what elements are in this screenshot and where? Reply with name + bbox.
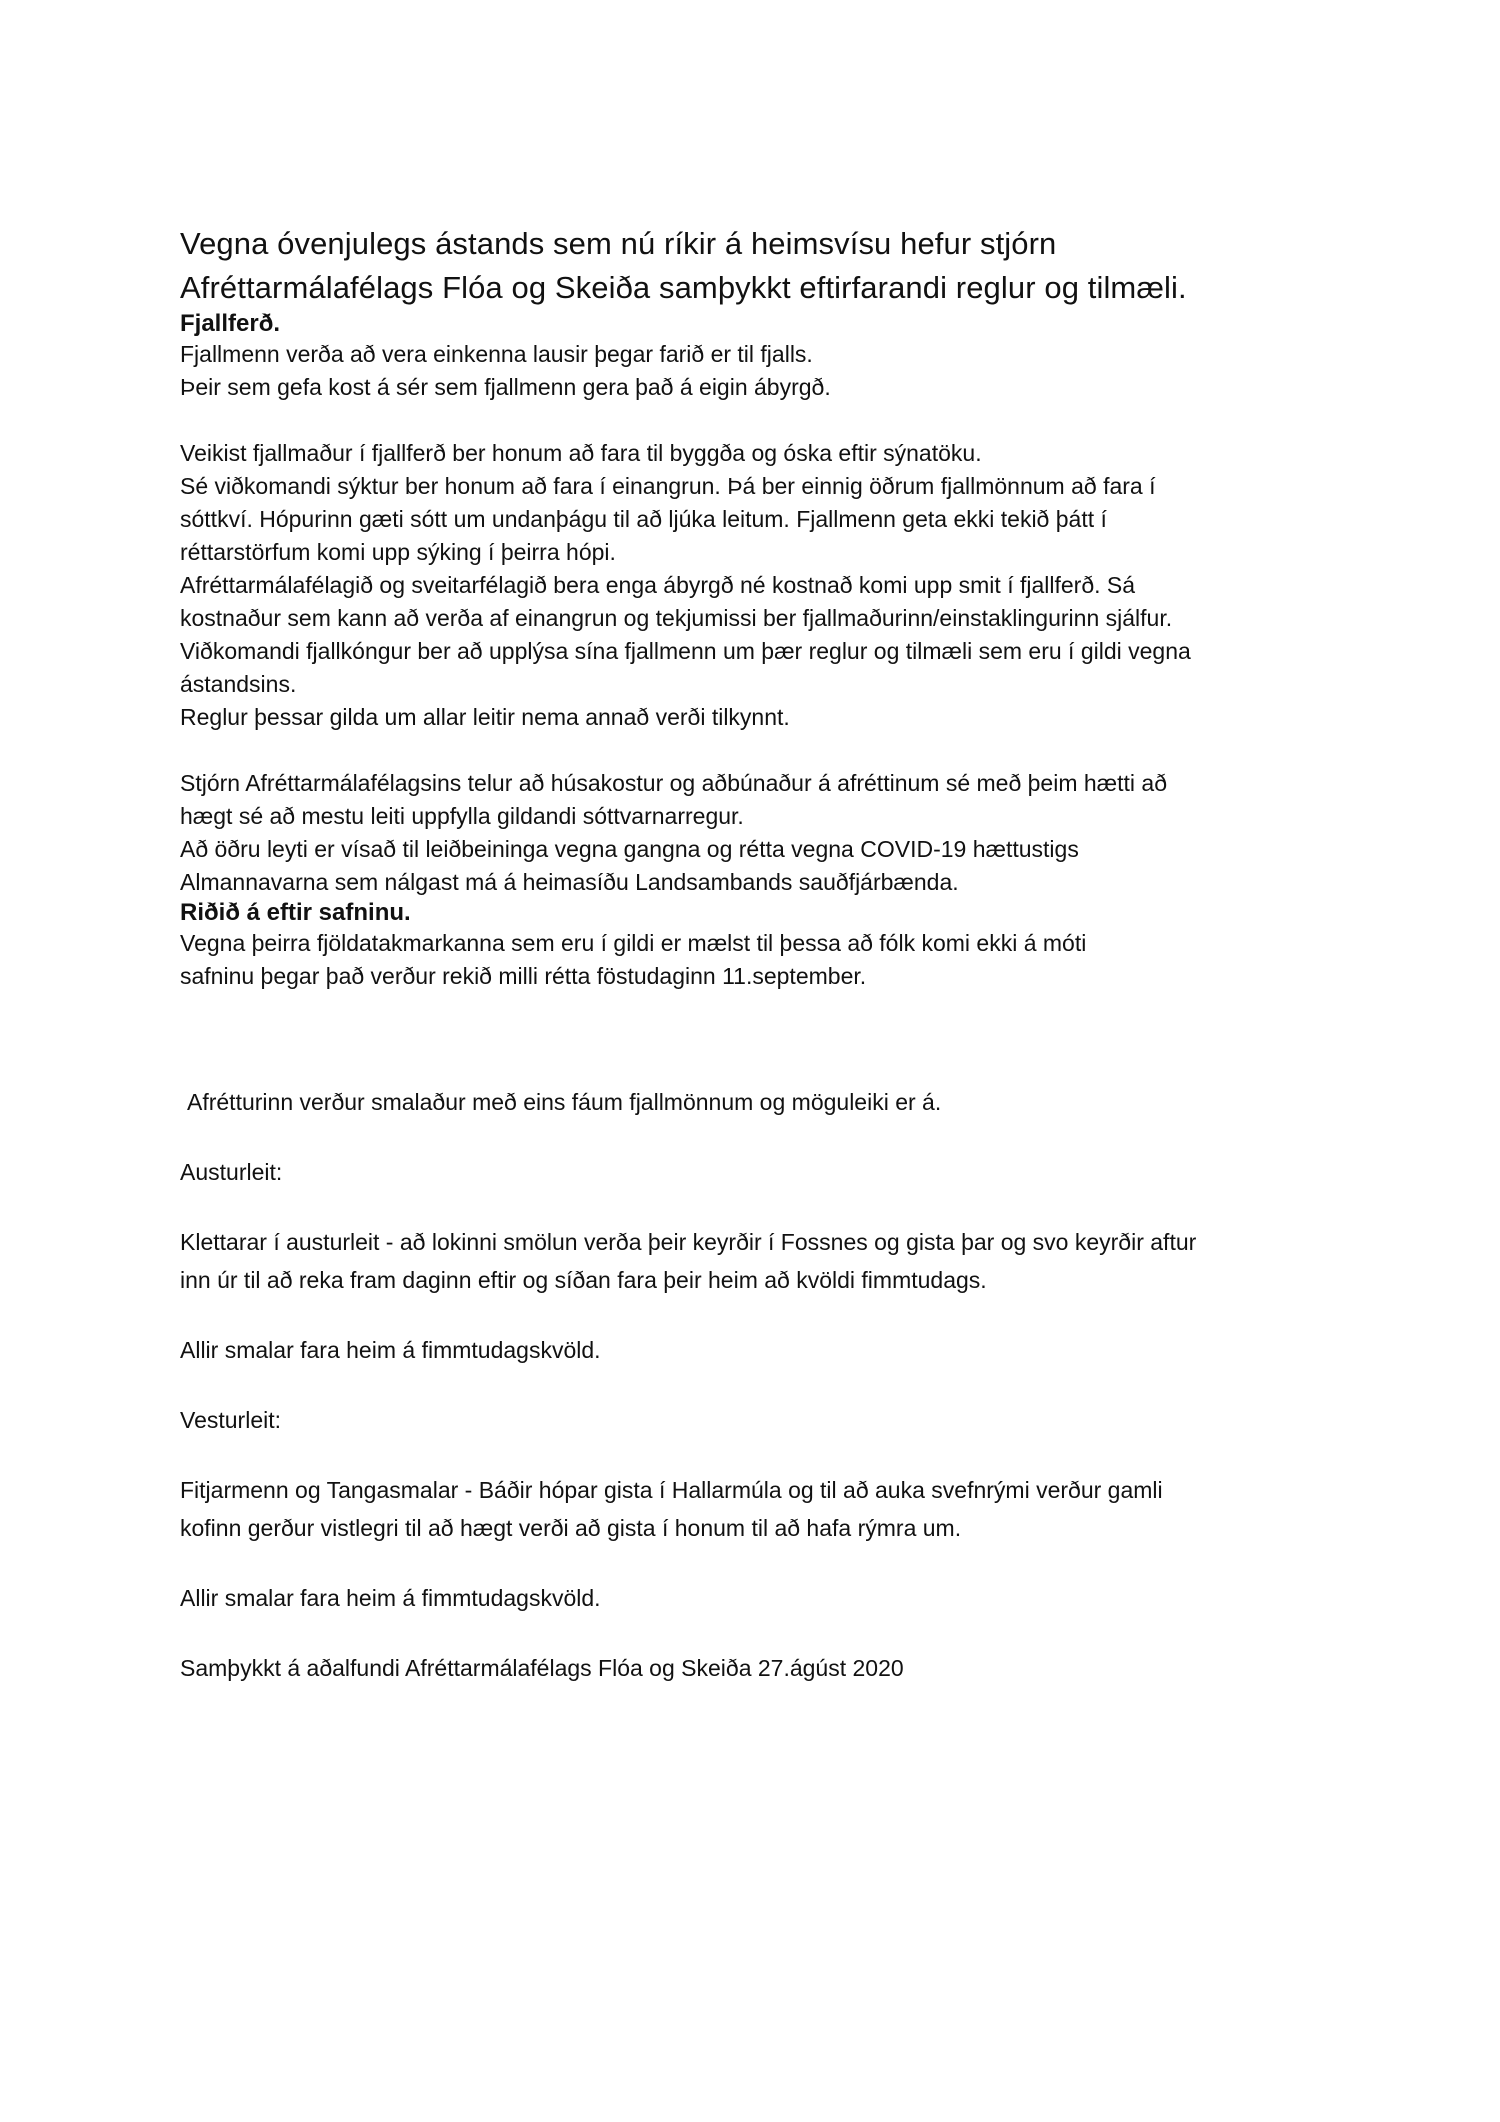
- vesturleit-note: Allir smalar fara heim á fimmtudagskvöld.: [180, 1585, 601, 1611]
- text-line: Fitjarmenn og Tangasmalar - Báðir hópar gista í Hallarmúla og til að auka svefnrými verður gamli: [180, 1477, 1163, 1503]
- title-line-1: Vegna óvenjulegs ástands sem nú ríkir á heimsvísu hefur stjórn: [180, 226, 1057, 261]
- text-line: hægt sé að mestu leiti uppfylla gildandi sóttvarnarregur.: [180, 803, 744, 829]
- text-line: Almannavarna sem nálgast má á heimasíðu Landsambands sauðfjárbænda.: [180, 869, 959, 895]
- intro-paragraph: Afrétturinn verður smalaður með eins fáum fjallmönnum og möguleiki er á.: [187, 1089, 942, 1115]
- section-heading-fjallferd: Fjallferð.: [180, 310, 281, 337]
- text-line: sóttkví. Hópurinn gæti sótt um undanþágu til að ljúka leitum. Fjallmenn geta ekki tekið þátt í: [180, 506, 1107, 532]
- text-line: Klettarar í austurleit - að lokinni smölun verða þeir keyrðir í Fossnes og gista þar og svo keyrðir aftur: [180, 1229, 1197, 1255]
- text-line: Afréttarmálafélagið og sveitarfélagið bera enga ábyrgð né kostnað komi upp smit í fjallferð. Sá: [180, 572, 1136, 598]
- spacer: [180, 993, 1350, 1083]
- document-page: [180, 222, 1350, 1687]
- text-line: réttarstörfum komi upp sýking í þeirra hópi.: [180, 539, 616, 565]
- text-line: Veikist fjallmaður í fjallferð ber honum að fara til byggða og óska eftir sýnatöku.: [180, 440, 982, 466]
- text-line: kofinn gerður vistlegri til að hægt verði að gista í honum til að hafa rýmra um.: [180, 1515, 962, 1541]
- text-line: ástandsins.: [180, 671, 297, 697]
- text-line: Að öðru leyti er vísað til leiðbeininga vegna gangna og rétta vegna COVID-19 hættustigs: [180, 836, 1079, 862]
- spacer: [180, 734, 1350, 767]
- vesturleit-paragraph: [180, 1471, 1350, 1547]
- vesturleit-label: Vesturleit:: [180, 1407, 281, 1433]
- section-heading-ridid: Riðið á eftir safninu.: [180, 899, 411, 926]
- austurleit-note: Allir smalar fara heim á fimmtudagskvöld.: [180, 1337, 601, 1363]
- text-line: Fjallmenn verða að vera einkenna lausir þegar farið er til fjalls.: [180, 341, 813, 367]
- text-line: inn úr til að reka fram daginn eftir og síðan fara þeir heim að kvöldi fimmtudags.: [180, 1267, 987, 1293]
- text-line: Reglur þessar gilda um allar leitir nema annað verði tilkynnt.: [180, 704, 790, 730]
- text-line: kostnaður sem kann að verða af einangrun og tekjumissi ber fjallmaðurinn/einstaklingurinn sjálfur.: [180, 605, 1173, 631]
- text-line: safninu þegar það verður rekið milli rétta föstudaginn 11.september.: [180, 963, 867, 989]
- approval-footer: Samþykkt á aðalfundi Afréttarmálafélags Flóa og Skeiða 27.ágúst 2020: [180, 1655, 904, 1681]
- text-line: Þeir sem gefa kost á sér sem fjallmenn gera það á eigin ábyrgð.: [180, 374, 831, 400]
- text-line: Sé viðkomandi sýktur ber honum að fara í einangrun. Þá ber einnig öðrum fjallmönnum að fara í: [180, 473, 1156, 499]
- title-line-2: Afréttarmálafélags Flóa og Skeiða samþykkt eftirfarandi reglur og tilmæli.: [180, 270, 1187, 305]
- text-line: Viðkomandi fjallkóngur ber að upplýsa sína fjallmenn um þær reglur og tilmæli sem eru í gildi vegna: [180, 638, 1191, 664]
- spacer: [180, 404, 1350, 437]
- austurleit-label: Austurleit:: [180, 1159, 283, 1185]
- text-line: Vegna þeirra fjöldatakmarkanna sem eru í gildi er mælst til þessa að fólk komi ekki á móti: [180, 930, 1087, 956]
- text-line: Stjórn Afréttarmálafélagsins telur að húsakostur og aðbúnaður á afréttinum sé með þeim hætti að: [180, 770, 1167, 796]
- austurleit-paragraph: [180, 1223, 1350, 1299]
